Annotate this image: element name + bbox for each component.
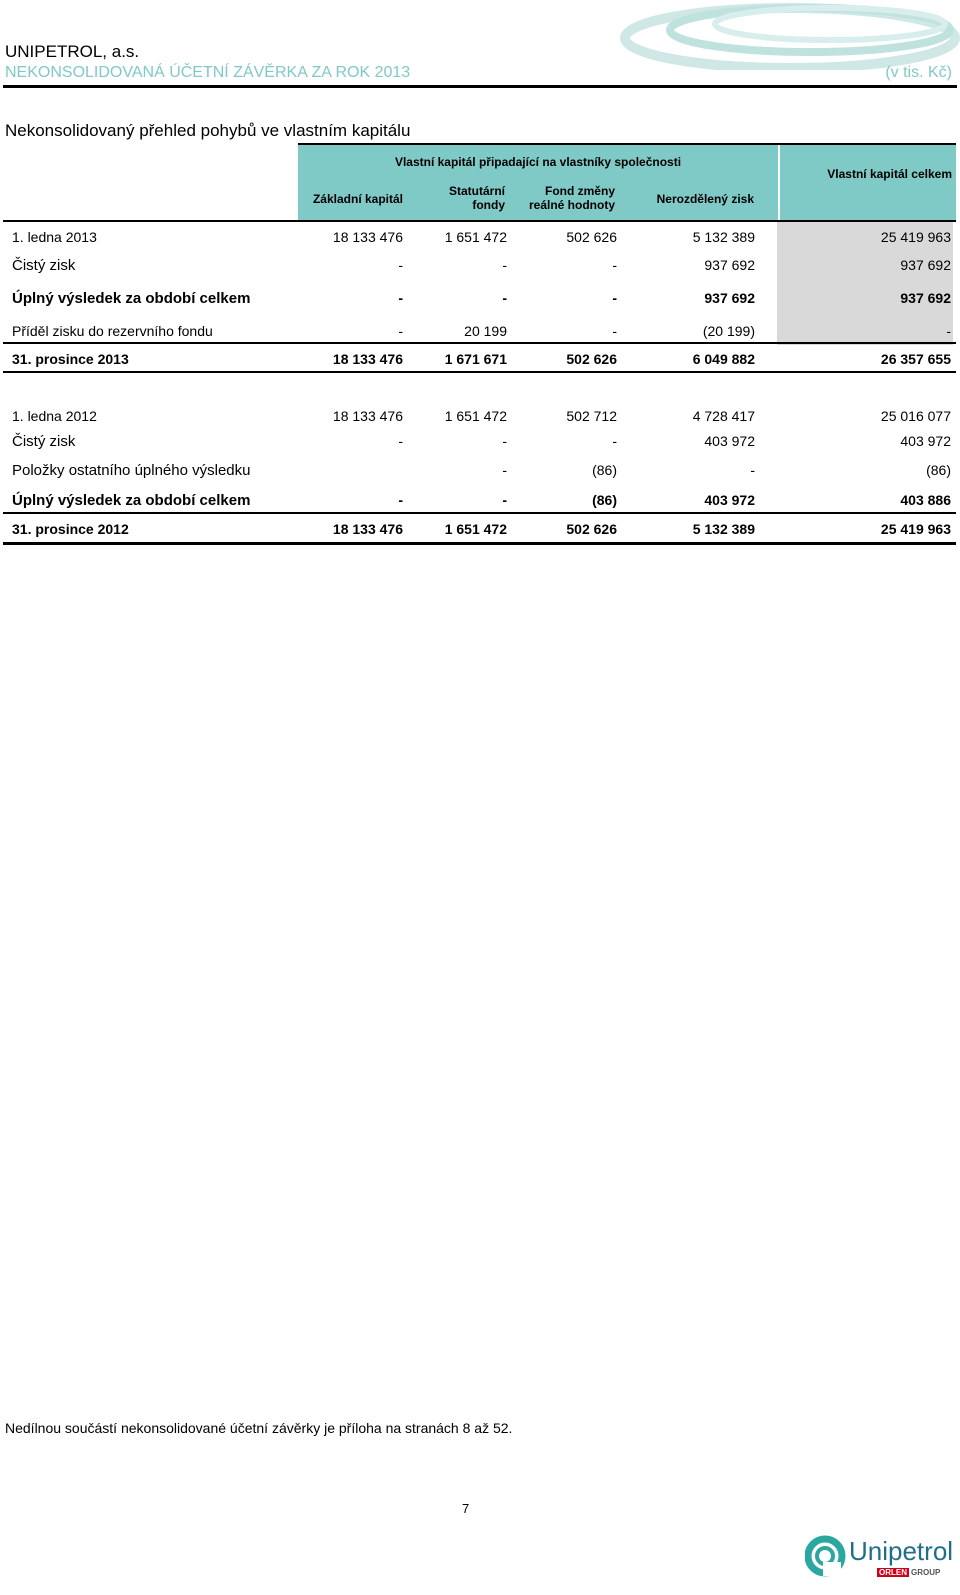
cell-retained-earnings: 403 972 bbox=[704, 492, 755, 508]
column-header-statutory-funds-line1: Statutární bbox=[448, 184, 505, 198]
cell-fair-value-fund: (86) bbox=[592, 462, 617, 478]
column-header-fair-value-fund bbox=[513, 184, 615, 212]
cell-total-equity: (86) bbox=[926, 462, 951, 478]
cell-statutory-funds: - bbox=[502, 433, 507, 449]
cell-statutory-funds: 1 651 472 bbox=[444, 408, 507, 424]
cell-retained-earnings: 937 692 bbox=[704, 290, 755, 306]
row-label: Příděl zisku do rezervního fondu bbox=[12, 323, 213, 339]
header-divider bbox=[3, 85, 957, 88]
table-bottom-rule bbox=[3, 542, 956, 545]
cell-statutory-funds: 1 671 671 bbox=[444, 351, 507, 367]
row-label: 1. ledna 2012 bbox=[12, 408, 97, 424]
cell-share-capital: 18 133 476 bbox=[332, 229, 403, 245]
cell-share-capital: - bbox=[398, 257, 403, 273]
column-header-fair-value-fund-line2: reálné hodnoty bbox=[528, 198, 615, 212]
cell-retained-earnings: 6 049 882 bbox=[692, 351, 755, 367]
column-header-statutory-funds-line2: fondy bbox=[472, 198, 505, 212]
cell-share-capital: - bbox=[398, 433, 403, 449]
group-suffix: GROUP bbox=[911, 1568, 941, 1577]
report-subtitle: NEKONSOLIDOVANÁ ÚČETNÍ ZÁVĚRKA ZA ROK 2013 bbox=[5, 64, 411, 81]
cell-fair-value-fund: - bbox=[612, 323, 617, 339]
cell-fair-value-fund: - bbox=[612, 257, 617, 273]
cell-total-equity: 937 692 bbox=[900, 257, 951, 273]
logo-wordmark: Unipetrol bbox=[849, 1536, 954, 1566]
logo-group-label bbox=[877, 1568, 940, 1577]
cell-retained-earnings: - bbox=[750, 462, 755, 478]
cell-statutory-funds: 1 651 472 bbox=[444, 521, 507, 537]
row-label: 1. ledna 2013 bbox=[12, 229, 97, 245]
cell-statutory-funds: 20 199 bbox=[464, 323, 507, 339]
cell-total-equity: 25 016 077 bbox=[880, 408, 951, 424]
cell-statutory-funds: - bbox=[502, 290, 507, 306]
cell-statutory-funds: - bbox=[502, 257, 507, 273]
cell-fair-value-fund: 502 626 bbox=[566, 521, 617, 537]
cell-share-capital: - bbox=[398, 492, 403, 508]
column-header-fair-value-fund-line1: Fond změny bbox=[544, 184, 615, 198]
units-label: (v tis. Kč) bbox=[885, 64, 952, 81]
table-header bbox=[3, 143, 956, 222]
cell-retained-earnings: 4 728 417 bbox=[692, 408, 755, 424]
row-divider bbox=[3, 342, 956, 344]
section-title: Nekonsolidovaný přehled pohybů ve vlastním kapitálu bbox=[5, 121, 411, 140]
cell-retained-earnings: 403 972 bbox=[704, 433, 755, 449]
cell-fair-value-fund: - bbox=[612, 433, 617, 449]
cell-retained-earnings: 5 132 389 bbox=[692, 229, 755, 245]
row-label: Čistý zisk bbox=[12, 433, 76, 450]
company-name: UNIPETROL, a.s. bbox=[5, 42, 140, 61]
cell-share-capital: - bbox=[398, 290, 403, 306]
cell-total-equity: 26 357 655 bbox=[880, 351, 951, 367]
cell-total-equity: 403 972 bbox=[900, 433, 951, 449]
column-header-statutory-funds bbox=[413, 184, 505, 212]
cell-statutory-funds: - bbox=[502, 462, 507, 478]
column-group-header: Vlastní kapitál připadající na vlastníky společnosti bbox=[394, 155, 682, 169]
header-swoosh-decoration bbox=[620, 0, 960, 70]
page-number: 7 bbox=[462, 1501, 470, 1516]
page-header bbox=[0, 0, 960, 90]
cell-share-capital: 18 133 476 bbox=[332, 351, 403, 367]
row-label: 31. prosince 2013 bbox=[12, 351, 129, 367]
cell-fair-value-fund: (86) bbox=[592, 492, 617, 508]
row-label: Úplný výsledek za období celkem bbox=[12, 290, 251, 307]
unipetrol-logo bbox=[805, 1528, 955, 1590]
footnote: Nedílnou součástí nekonsolidované účetní závěrky je příloha na stranách 8 až 52. bbox=[5, 1420, 513, 1436]
cell-retained-earnings: 5 132 389 bbox=[692, 521, 755, 537]
cell-statutory-funds: 1 651 472 bbox=[444, 229, 507, 245]
orlen-brand: ORLEN bbox=[879, 1568, 907, 1577]
cell-share-capital: 18 133 476 bbox=[332, 408, 403, 424]
cell-fair-value-fund: 502 626 bbox=[566, 229, 617, 245]
cell-share-capital: 18 133 476 bbox=[332, 521, 403, 537]
cell-total-equity: 403 886 bbox=[900, 492, 951, 508]
column-header-share-capital: Základní kapitál bbox=[312, 192, 403, 206]
cell-statutory-funds: - bbox=[502, 492, 507, 508]
row-label: Úplný výsledek za období celkem bbox=[12, 492, 251, 509]
row-label: 31. prosince 2012 bbox=[12, 521, 129, 537]
row-label: Čistý zisk bbox=[12, 257, 76, 274]
column-header-total-equity: Vlastní kapitál celkem bbox=[827, 167, 952, 181]
row-label: Položky ostatního úplného výsledku bbox=[12, 462, 251, 479]
cell-retained-earnings: (20 199) bbox=[702, 323, 755, 339]
cell-fair-value-fund: 502 712 bbox=[566, 408, 617, 424]
column-header-retained-earnings: Nerozdělený zisk bbox=[656, 192, 754, 206]
cell-total-equity: - bbox=[946, 323, 951, 339]
row-divider bbox=[3, 512, 956, 514]
cell-total-equity: 25 419 963 bbox=[880, 229, 951, 245]
cell-fair-value-fund: - bbox=[612, 290, 617, 306]
table-header-total-bg bbox=[780, 143, 956, 222]
cell-total-equity: 25 419 963 bbox=[880, 521, 951, 537]
row-divider bbox=[3, 371, 956, 373]
cell-total-equity: 937 692 bbox=[900, 290, 951, 306]
table-header-top-rule bbox=[298, 143, 956, 145]
cell-fair-value-fund: 502 626 bbox=[566, 351, 617, 367]
cell-share-capital: - bbox=[398, 323, 403, 339]
cell-retained-earnings: 937 692 bbox=[704, 257, 755, 273]
